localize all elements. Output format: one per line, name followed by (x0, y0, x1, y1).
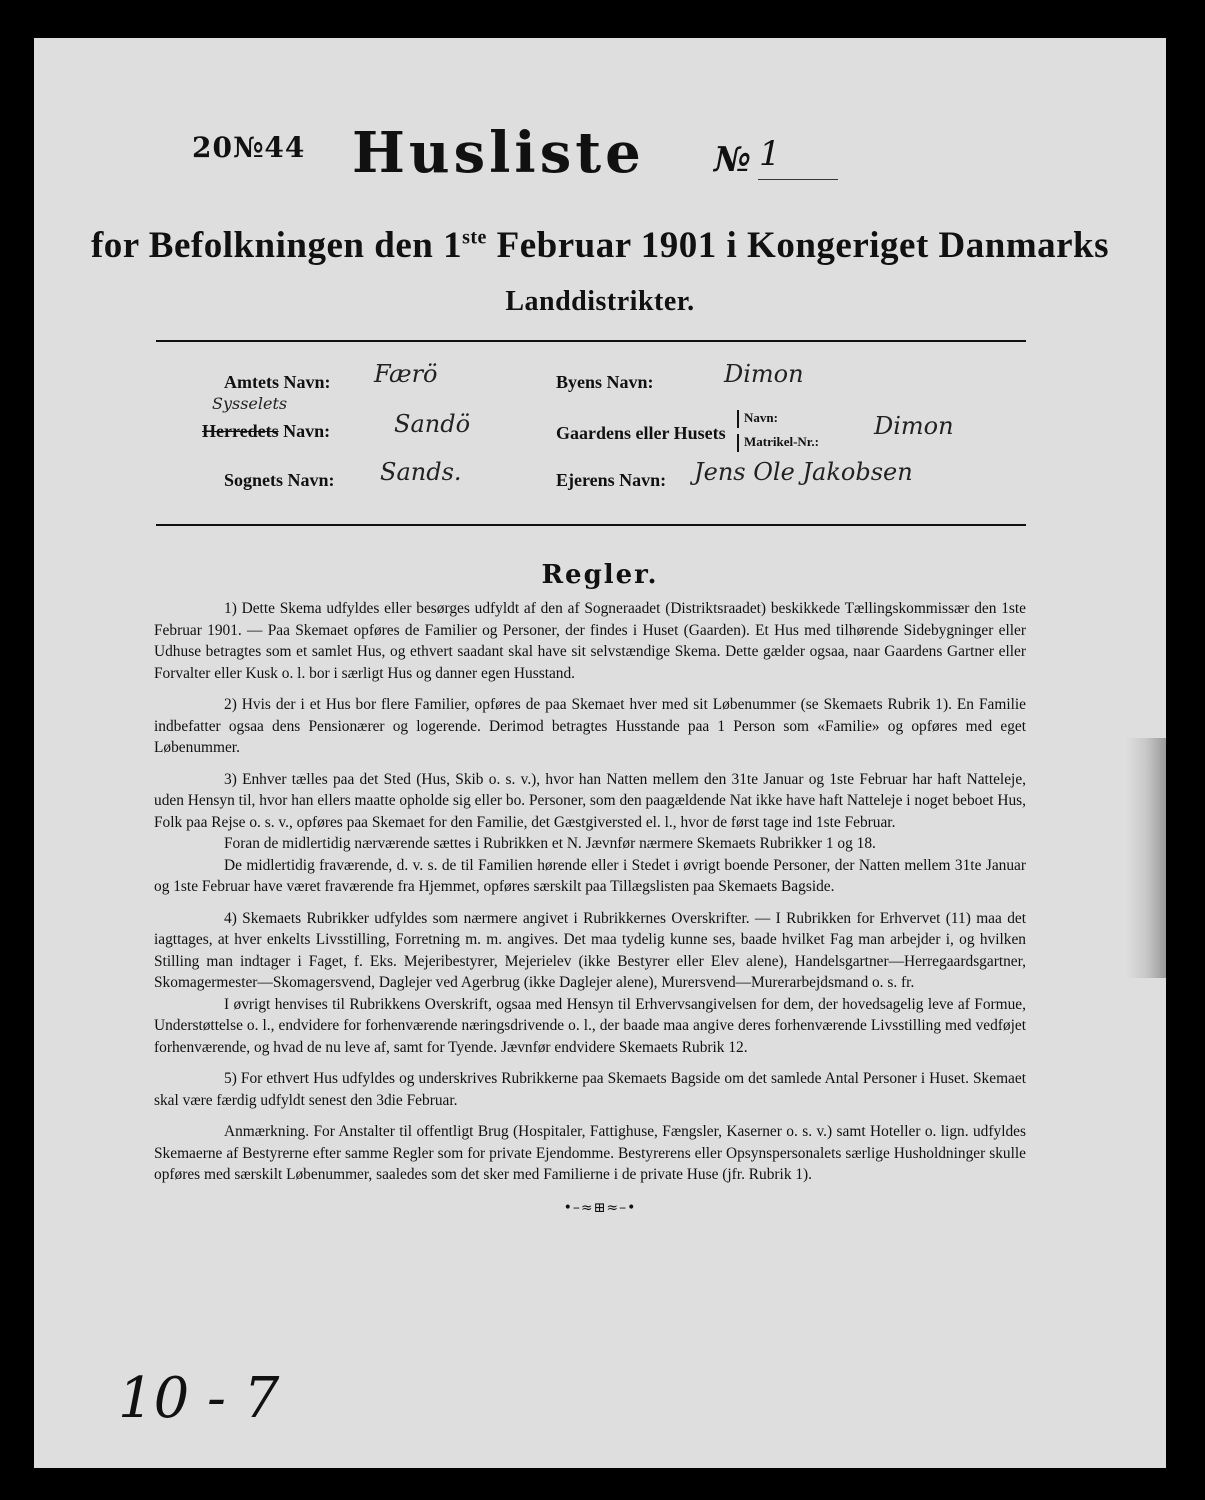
rule-3-note-b: De midlertidig fraværende, d. v. s. de til Familien hørende eller i Stedet i øvrigt boende Personer, der Natten mellem 31te Januar og 1ste Februar have været fraværende fra Hjemmet, opføres særskilt paa Tillægslisten paa Skemaets Bagside. (154, 856, 1026, 895)
rule-5: 5) For ethvert Hus udfyldes og underskrives Rubrikkerne paa Skemaets Bagside om det samlede Antal Personer i Huset. Skemaet skal være færdig udfyldt senest den 3die Februar. (154, 1070, 1026, 1109)
annotation-note: Anmærkning. For Anstalter til offentligt Brug (Hospitaler, Fattighuse, Fængsler, Kaserner o. s. v.) samt Hoteller o. lign. udfyldes Skemaerne af Bestyrerne efter samme Regler som for private Ejendomme. Bestyrerens eller Opsynspersonalets særlige Husholdninger skulle opføres med særskilt Løbenummer, saaledes som det sker med Familierne i de private Huse (jfr. Rubrik 1). (154, 1123, 1026, 1183)
page-edge-shadow (1126, 738, 1166, 978)
rules-heading: Regler. (541, 560, 659, 590)
handwritten-bottom-note: 10 - 7 (118, 1366, 280, 1431)
ornament-divider: •–≈⊞≈–• (563, 1200, 637, 1216)
sogn-label: Sognets Navn: (224, 470, 335, 490)
gaard-matrikel-label: Matrikel-Nr.: (744, 434, 819, 449)
herred-label (202, 421, 330, 442)
herred-value: Sandö (394, 410, 471, 438)
subtitle-post: Februar 1901 i Kongeriget Danmarks (486, 225, 1110, 266)
rule-1: 1) Dette Skema udfyldes eller besørges udfyldt af den af Sogneraadet (Distriktsraadet) beskikkede Tællingskommissær den 1ste Februar 1901. — Paa Skemaet opføres de Familier og Personer, der findes i Huset (Gaarden). Et Hus med tilhørende Sidebygninger eller Udhuse betragtes som et samlet Hus, og ethvert saadant skal have sit selvstændige Skema. Dette gælder ogsaa, naar Gaardens Gartner eller Forvalter eller Kusk o. l. bor i særligt Hus og danner egen Husstand. (154, 600, 1026, 682)
subtitle (34, 224, 1166, 267)
gaard-value: Dimon (874, 412, 954, 440)
sogn-value: Sands. (380, 458, 462, 486)
by-value: Dimon (724, 360, 804, 388)
brace-bottom (737, 434, 739, 452)
rule-3-note-a: Foran de midlertidig nærværende sættes i Rubrikken et N. Jævnfør nærmere Skemaets Rubrikker 1 og 18. (224, 835, 876, 852)
rule-3: 3) Enhver tælles paa det Sted (Hus, Skib o. s. v.), hvor han Natten mellem den 31te Januar og 1ste Februar har haft Natteleje, uden Hensyn til, hvor han ellers maatte opholde sig eller bo. Personer, som den paagældende Nat ikke have haft Natteleje i noget beboet Hus, Folk paa Rejse o. s. v., opføres paa Skemaet for den Familie, det Gæstgiversted el. l., hvor de først tage ind 1ste Februar. (154, 770, 1026, 831)
page-title: Husliste (352, 120, 645, 186)
subtitle-pre: for Befolkningen den 1 (90, 225, 463, 266)
amt-label: Amtets Navn: (224, 372, 331, 392)
amt-value: Færö (374, 360, 438, 388)
subtitle-sup: ste (462, 226, 487, 249)
brace-top (737, 410, 739, 428)
rules-text (154, 598, 1026, 1196)
number-sign: № (714, 140, 751, 180)
rule-4-note: I øvrigt henvises til Rubrikkens Overskrift, ogsaa med Hensyn til Erhvervsangivelsen for dem, der hovedsagelig leve af Formue, Understøttelse o. l., endvidere for forhenværende næringsdrivende o. l., der baade maa angive deres forhenværende Livsstilling med vedføjet forhenværende, og hvad de nu leve af, samt for Tyende. Jævnfør endvidere Skemaets Rubrik 12. (154, 995, 1026, 1056)
number-underline (758, 179, 838, 180)
document-number: 20№44 (192, 131, 306, 164)
herred-navn: Navn: (278, 421, 331, 441)
document-page (34, 38, 1166, 1468)
herred-struck: Herredets (202, 421, 279, 441)
herred-hand-correction: Sysselets (212, 394, 288, 413)
gaard-label: Gaardens eller Husets (556, 423, 726, 443)
rule-2: 2) Hvis der i et Hus bor flere Familier, opføres de paa Skemaet hver med sit Løbenummer (se Skemaets Rubrik 1). En Familie indbefatter ogsaa dens Pensionærer og logerende. Derimod betragtes Husstande paa 1 Person som «Familie» og opføres med eget Løbenummer. (154, 696, 1026, 756)
gaard-navn-label: Navn: (744, 410, 778, 425)
ejer-value: Jens Ole Jakobsen (694, 458, 913, 486)
list-number-handwritten: 1 (759, 134, 781, 174)
subtitle-districts: Landdistrikter. (505, 286, 695, 317)
top-divider (156, 340, 1026, 342)
rule-4: 4) Skemaets Rubrikker udfyldes som nærmere angivet i Rubrikkernes Overskrifter. — I Rubrikken for Erhvervet (11) maa det iagttages, at hver enkelts Livsstilling, Forretning m. m. angives. Det maa tydelig kunne ses, baade hvilket Fag man arbejder i, og hvilken Stilling man indtager i Faget, f. Eks. Mejeribestyrer, Mejerielev (ikke Bestyrer eller Elev alene), Handelsgartner—Herregaardsgartner, Skomagermester—Skomagersvend, Daglejer ved Agerbrug (ikke Daglejer alene), Murersvend—Murerarbejdsmand o. s. fr. (154, 909, 1026, 991)
bottom-divider (156, 524, 1026, 526)
by-label: Byens Navn: (556, 372, 654, 392)
ejer-label: Ejerens Navn: (556, 470, 667, 490)
